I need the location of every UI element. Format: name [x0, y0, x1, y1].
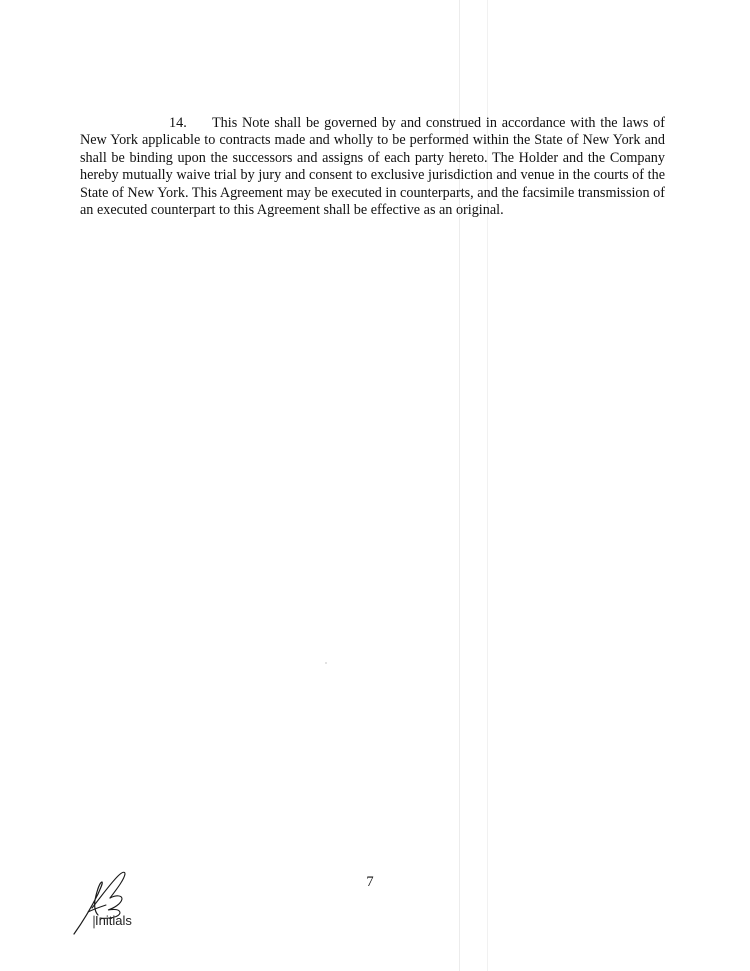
initials-label: Initials [95, 913, 132, 928]
page-number: 7 [366, 874, 374, 890]
section-number: 14. [169, 115, 187, 131]
governing-law-paragraph [80, 115, 665, 219]
initials-block [70, 868, 150, 938]
paragraph-text: This Note shall be governed by and construed in accordance with the laws of New York applicable to contracts made and wholly to be performed within the State of New York and shall be binding upon the successors and assigns of each party hereto. The Holder and the Company hereby mutually waive trial by jury and consent to exclusive jurisdiction and venue in the courts of the State of New York. This Agreement may be executed in counterparts, and the facsimile transmission of an executed counterpart to this Agreement shall be effective as an original. [80, 115, 665, 219]
scan-speck [325, 662, 327, 664]
